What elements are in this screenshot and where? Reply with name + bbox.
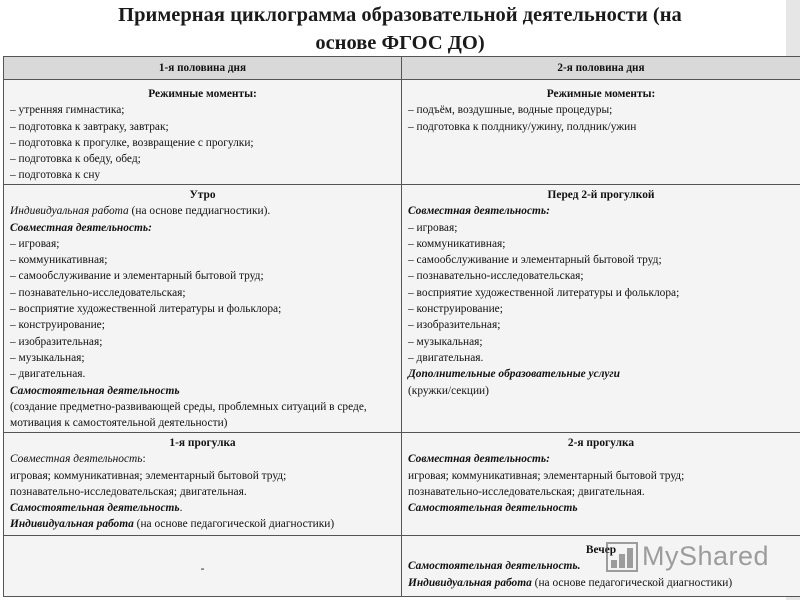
list-item: – коммуникативная; bbox=[408, 237, 506, 250]
individual-work-label: Индивидуальная работа bbox=[10, 518, 134, 531]
individual-work-line bbox=[10, 203, 395, 219]
before-second-walk-cell bbox=[402, 185, 800, 433]
list-item: – подготовка к сну bbox=[10, 169, 101, 182]
list-item: – коммуникативная; bbox=[10, 254, 108, 267]
routine-cell-first-half bbox=[4, 80, 402, 185]
individual-work-text: (на основе педдиагностики). bbox=[128, 205, 271, 218]
cell-heading: 2-я прогулка bbox=[567, 437, 635, 449]
cell-heading: Перед 2-й прогулкой bbox=[547, 189, 655, 201]
independent-activity-suffix: . bbox=[179, 502, 183, 515]
individual-work-label: Индивидуальная работа bbox=[10, 205, 129, 218]
activity-text: познавательно-исследовательская; двигательная. bbox=[10, 485, 247, 498]
list-item: – восприятие художественной литературы и фольклора; bbox=[408, 286, 680, 299]
morning-cell bbox=[4, 185, 402, 433]
cyclogram-table bbox=[3, 56, 800, 597]
list-item: – подготовка к полднику/ужину, полдник/ужин bbox=[408, 120, 637, 133]
list-item: – самообслуживание и элементарный бытовой труд; bbox=[408, 254, 662, 267]
list-item: – музыкальная; bbox=[408, 335, 483, 348]
list-item: – игровая; bbox=[408, 221, 458, 234]
joint-activity-suffix: : bbox=[142, 453, 146, 466]
independent-activity-label: Самостоятельная деятельность bbox=[10, 502, 180, 515]
list-item: – двигательная. bbox=[408, 351, 484, 364]
individual-work-label: Индивидуальная работа bbox=[408, 576, 532, 589]
table-row bbox=[4, 185, 800, 433]
independent-activity-line bbox=[10, 500, 395, 516]
list-item: – двигательная. bbox=[10, 368, 86, 381]
list-item: – подъём, воздушные, водные процедуры; bbox=[408, 104, 613, 117]
list-item: – подготовка к обеду, обед; bbox=[10, 153, 141, 166]
list-item: – игровая; bbox=[10, 237, 60, 250]
list-item: – восприятие художественной литературы и фольклора; bbox=[10, 303, 282, 316]
independent-activity-label: Самостоятельная деятельность bbox=[408, 502, 578, 515]
joint-activity-label: Совместная деятельность: bbox=[408, 205, 550, 218]
cell-heading: 1-я прогулка bbox=[169, 437, 236, 449]
cell-heading: Режимные моменты: bbox=[148, 88, 257, 100]
page-title bbox=[0, 1, 800, 57]
list-item: – конструирование; bbox=[408, 303, 503, 316]
extra-services-text: (кружки/секции) bbox=[408, 384, 489, 397]
table-row bbox=[4, 433, 800, 536]
first-walk-cell bbox=[4, 433, 402, 536]
routine-cell-second-half bbox=[402, 80, 800, 185]
individual-work-line bbox=[10, 516, 395, 532]
list-item: – познавательно-исследовательская; bbox=[10, 286, 186, 299]
list-item: – подготовка к прогулке, возвращение с прогулки; bbox=[10, 136, 254, 149]
individual-work-line bbox=[408, 575, 794, 591]
list-item: – утренняя гимнастика; bbox=[10, 104, 125, 117]
extra-services-label: Дополнительные образовательные услуги bbox=[408, 368, 620, 381]
second-walk-cell bbox=[402, 433, 800, 536]
joint-activity-label: Совместная деятельность: bbox=[10, 221, 152, 234]
activity-text: игровая; коммуникативная; элементарный бытовой труд; bbox=[10, 469, 287, 482]
cell-heading: Утро bbox=[189, 189, 216, 201]
individual-work-text: (на основе педагогической диагностики) bbox=[531, 576, 733, 589]
joint-activity-line bbox=[10, 451, 395, 467]
list-item: – конструирование; bbox=[10, 319, 105, 332]
table-row bbox=[4, 80, 800, 185]
cell-heading: Режимные моменты: bbox=[546, 88, 656, 100]
independent-activity-label: Самостоятельная деятельность bbox=[10, 384, 180, 397]
activity-text: познавательно-исследовательская; двигательная. bbox=[408, 485, 645, 498]
list-item: – самообслуживание и элементарный бытовой труд; bbox=[10, 270, 264, 283]
list-item: – подготовка к завтраку, завтрак; bbox=[10, 120, 169, 133]
watermark bbox=[606, 539, 786, 573]
joint-activity-label: Совместная деятельность: bbox=[408, 453, 550, 466]
individual-work-text: (на основе педагогической диагностики) bbox=[133, 518, 335, 531]
list-item: – изобразительная; bbox=[408, 319, 501, 332]
independent-activity-label: Самостоятельная деятельность. bbox=[408, 560, 581, 573]
cell-heading: Вечер bbox=[585, 544, 617, 556]
list-item: – музыкальная; bbox=[10, 351, 85, 364]
evening-empty-cell: - bbox=[4, 536, 402, 597]
chart-logo-icon bbox=[606, 542, 636, 570]
activity-text: игровая; коммуникативная; элементарный бытовой труд; bbox=[408, 469, 685, 482]
title-line-1: Примерная циклограмма образовательной деятельности (на bbox=[118, 4, 682, 26]
watermark-text: MyShared bbox=[642, 540, 770, 571]
header-row bbox=[4, 57, 800, 80]
title-line-2: основе ФГОС ДО) bbox=[315, 32, 485, 54]
independent-activity-text: (создание предметно-развивающей среды, проблемных ситуаций в среде, мотивация к самостоятельной деятельности) bbox=[10, 400, 367, 430]
header-second-half: 2-я половина дня bbox=[402, 57, 800, 80]
header-first-half: 1-я половина дня bbox=[4, 57, 402, 80]
joint-activity-label: Совместная деятельность bbox=[10, 453, 143, 466]
list-item: – познавательно-исследовательская; bbox=[408, 270, 584, 283]
list-item: – изобразительная; bbox=[10, 335, 103, 348]
